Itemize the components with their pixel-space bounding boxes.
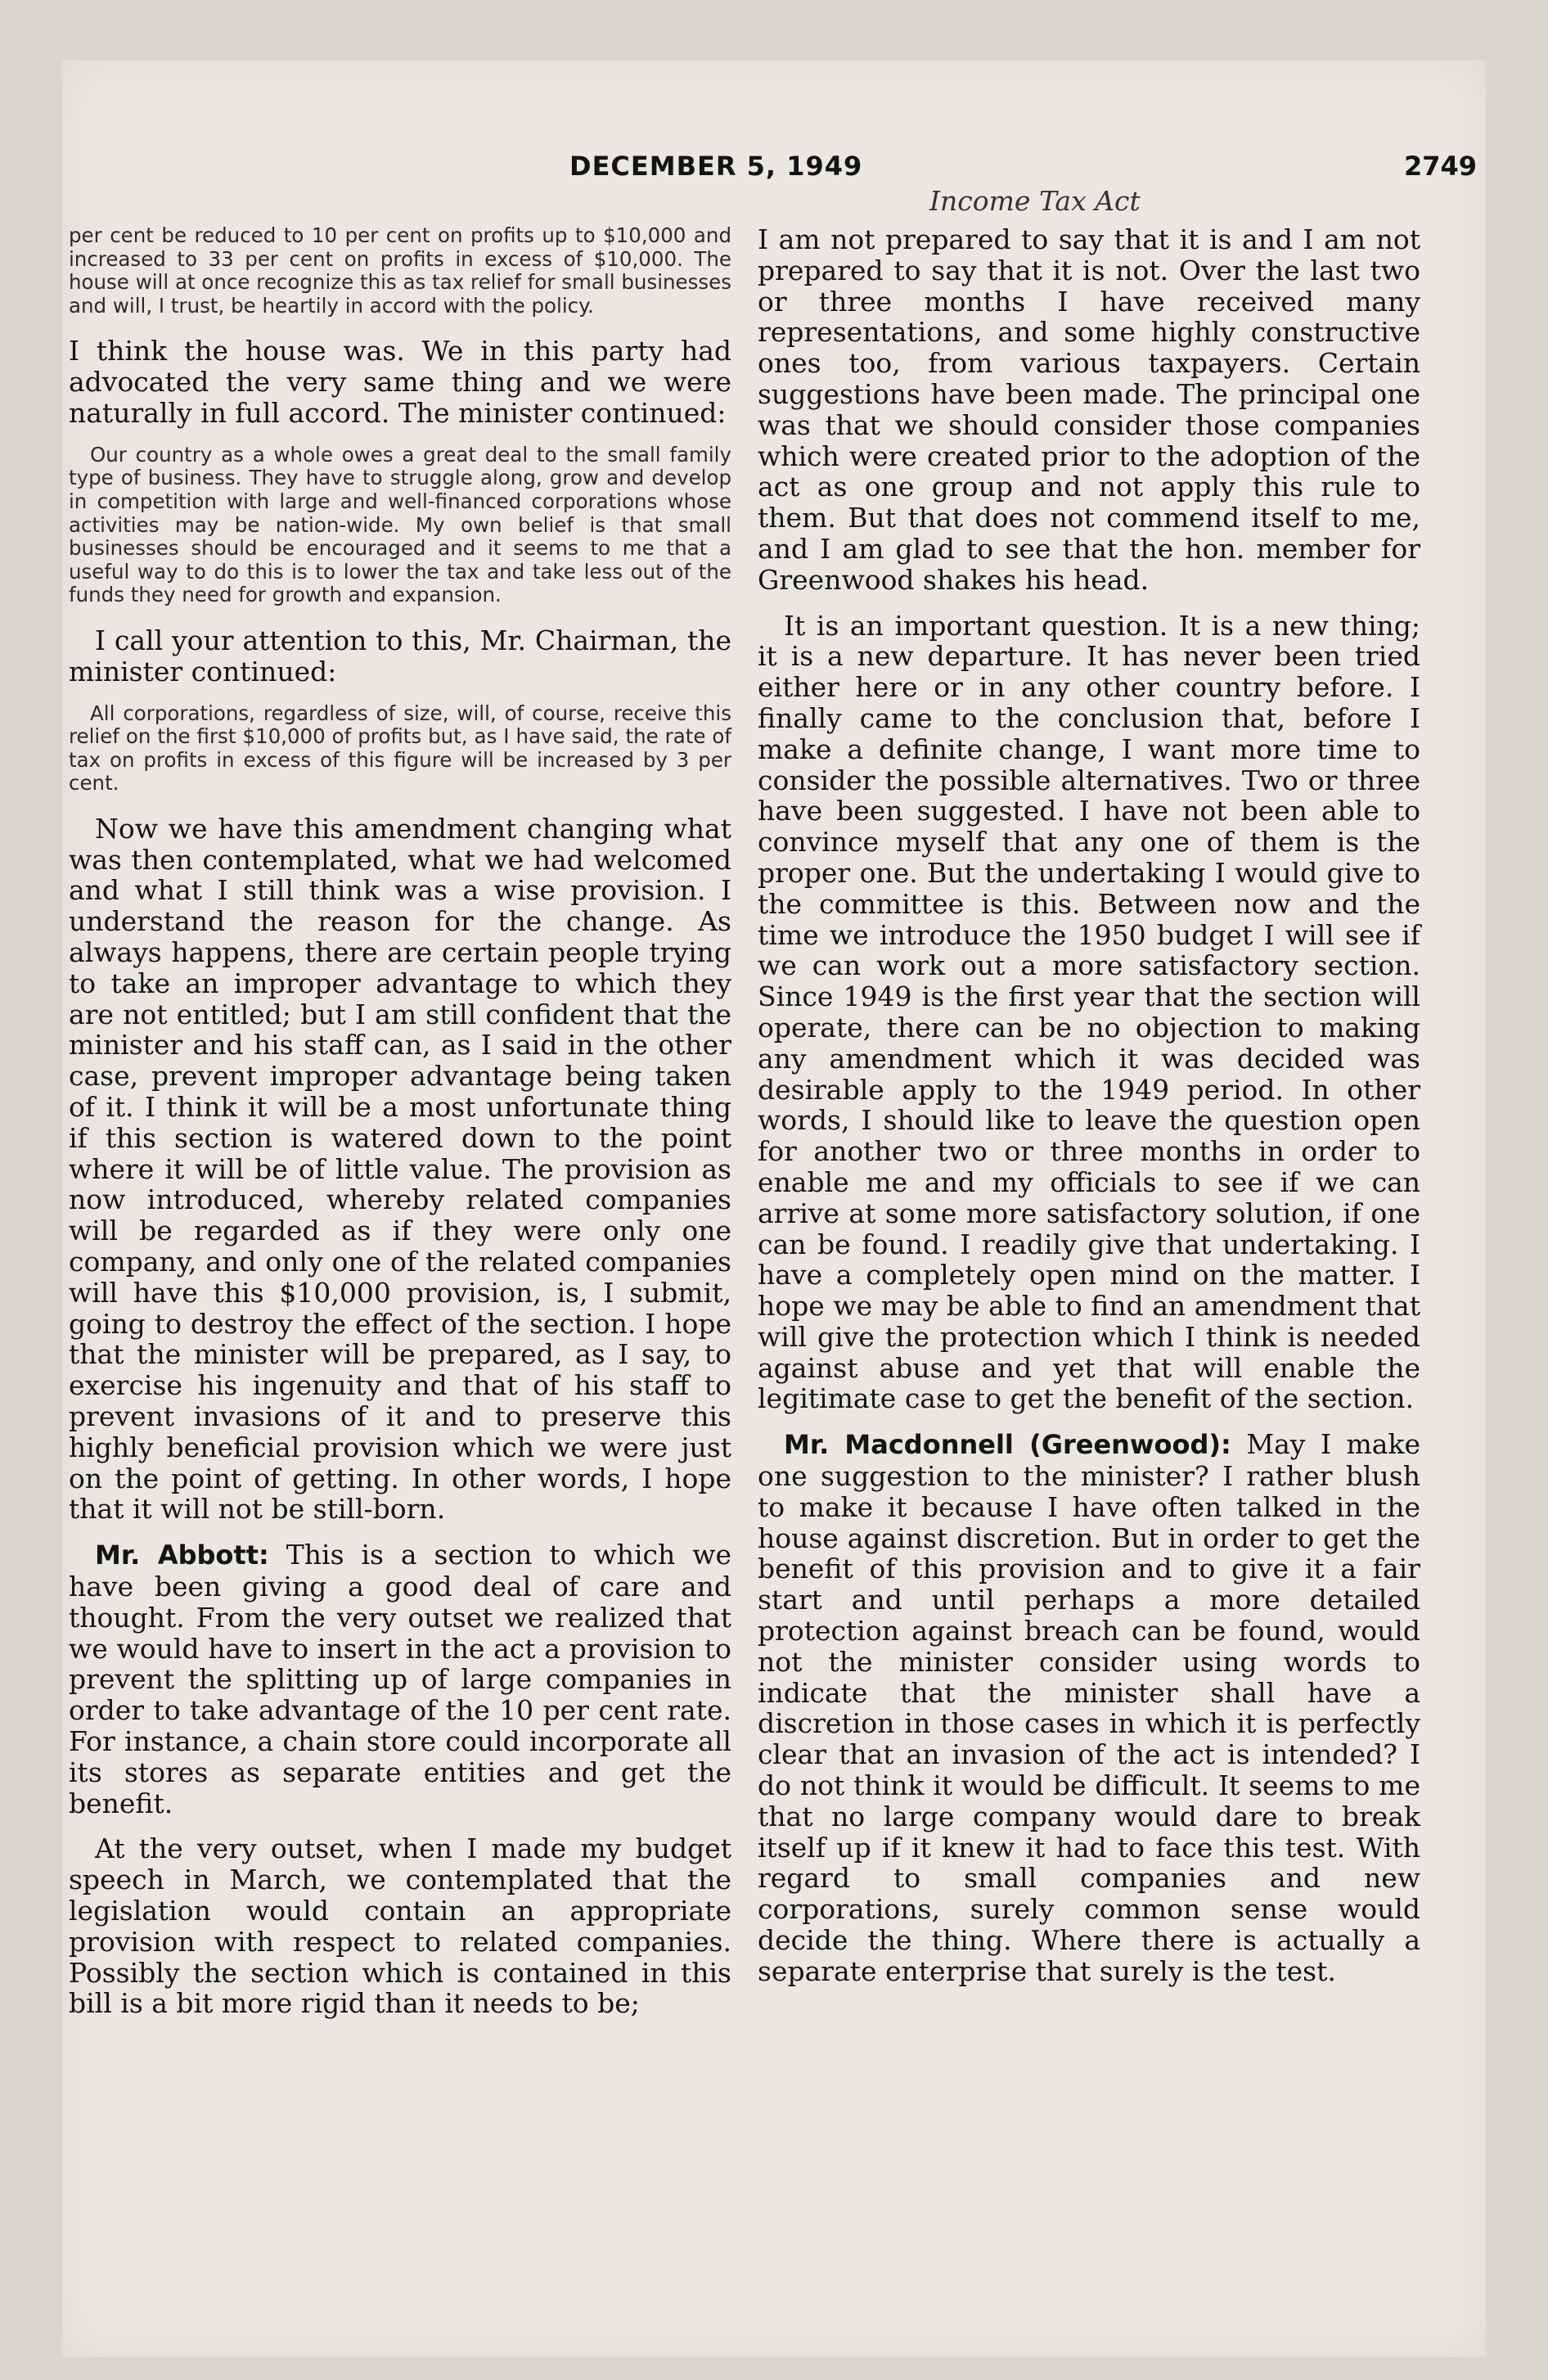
page-number: 2749 <box>1404 151 1478 182</box>
speech-paragraph <box>69 1539 731 1819</box>
running-subject: Income Tax Act <box>929 185 1141 217</box>
left-column <box>69 224 731 2034</box>
quoted-passage: All corporations, regardless of size, will, of course, receive this relief on the first $10,000 of profits but, as I have said, the rate of tax on profits in excess of this figure will be increased by 3 per cent. <box>69 701 731 796</box>
speaker-name: Mr. Macdonnell (Greenwood): <box>784 1429 1231 1461</box>
quoted-passage: Our country as a whole owes a great deal to the small family type of business. They have to struggle along, grow and develop in competition with large and well-financed corporations whose activities may be nation-wide. My own belief is that small businesses should be encouraged and it seems to me that a useful way to do this is to lower the tax and take less out of the funds they need for growth and expansion. <box>69 442 731 607</box>
paragraph: Now we have this amendment changing what was then contemplated, what we had welcomed and what I still think was a wise provision. I understand the reason for the change. As always happens, there are certain people trying to take an improper advantage to which they are not entitled; but I am still confident that the minister and his staff can, as I said in the other case, prevent improper advantage being taken of it. I think it will be a most unfortunate thing if this section is watered down to the point where it will be of little value. The provision as now introduced, whereby related companies will be regarded as if they were only one company, and only one of the related companies will have this $10,000 provision, is, I submit, going to destroy the effect of the section. I hope that the minister will be prepared, as I say, to exercise his ingenuity and that of his staff to prevent invasions of it and to preserve this highly beneficial provision which we were just on the point of getting. In other words, I hope that it will not be still-born. <box>69 812 731 1526</box>
hansard-page <box>62 61 1486 2357</box>
right-column <box>758 224 1420 2002</box>
paragraph: It is an important question. It is a new thing; it is a new departure. It has never been tried either here or in any other country before. I finally came to the conclusion that, before I make a definite change, I want more time to consider the possible alternatives. Two or three have been suggested. I have not been able to convince myself that any one of them is the proper one. But the undertaking I would give to the committee is this. Between now and the time we introduce the 1950 budget I will see if we can work out a more satisfactory section. Since 1949 is the first year that the section will operate, there can be no objection to making any amendment which it was decided was desirable apply to the 1949 period. In other words, I should like to leave the question open for another two or three months in order to enable me and my officials to see if we can arrive at some more satisfactory solution, if one can be found. I readily give that undertaking. I have a completely open mind on the matter. I hope we may be able to find an amendment that will give the protection which I think is needed against abuse and yet that will enable the legitimate case to get the benefit of the section. <box>758 609 1420 1415</box>
quoted-passage: per cent be reduced to 10 per cent on profits up to $10,000 and increased to 33 per cent on profits in excess of $10,000. The house will at once recognize this as tax relief for small businesses and will, I trust, be heartily in accord with the policy. <box>69 223 731 318</box>
paragraph: I am not prepared to say that it is and I am not prepared to say that it is not. Over the last two or three months I have received many representations, and some highly constructive ones too, from various taxpayers. Certain suggestions have been made. The principal one was that we should consider those companies which were created prior to the adoption of the act as one group and not apply this rule to them. But that does not commend itself to me, and I am glad to see that the hon. member for Greenwood shakes his head. <box>758 223 1420 596</box>
page-date: DECEMBER 5, 1949 <box>569 151 863 182</box>
paragraph: I think the house was. We in this party had advocated the very same thing and we were naturally in full accord. The minister continued: <box>69 335 731 429</box>
speaker-name: Mr. Abbott: <box>95 1539 269 1571</box>
speech-text: This is a section to which we have been giving a good deal of care and thought. From the very outset we realized that we would have to insert in the act a provision to prevent the splitting up of large companies in order to take advantage of the 10 per cent rate. For instance, a chain store could incorporate all its stores as separate entities and get the benefit. <box>69 1539 731 1819</box>
paragraph: I call your attention to this, Mr. Chairman, the minister continued: <box>69 624 731 687</box>
speech-paragraph <box>758 1429 1420 1986</box>
running-head <box>62 151 1486 183</box>
speech-text: May I make one suggestion to the minister? I rather blush to make it because I have often talked in the house against discretion. But in order to get the benefit of this provision and to give it a fair start and until perhaps a more detailed protection against breach can be found, would not the minister consider using words to indicate that the minister shall have a discretion in those cases in which it is perfectly clear that an invasion of the act is intended? I do not think it would be difficult. It seems to me that no large company would dare to break itself up if it knew it had to face this test. With regard to small companies and new corporations, surely common sense would decide the thing. Where there is actually a separate enterprise that surely is the test. <box>758 1428 1420 1987</box>
paragraph: At the very outset, when I made my budget speech in March, we contemplated that the legislation would contain an appropriate provision with respect to related companies. Possibly the section which is contained in this bill is a bit more rigid than it needs to be; <box>69 1832 731 2020</box>
